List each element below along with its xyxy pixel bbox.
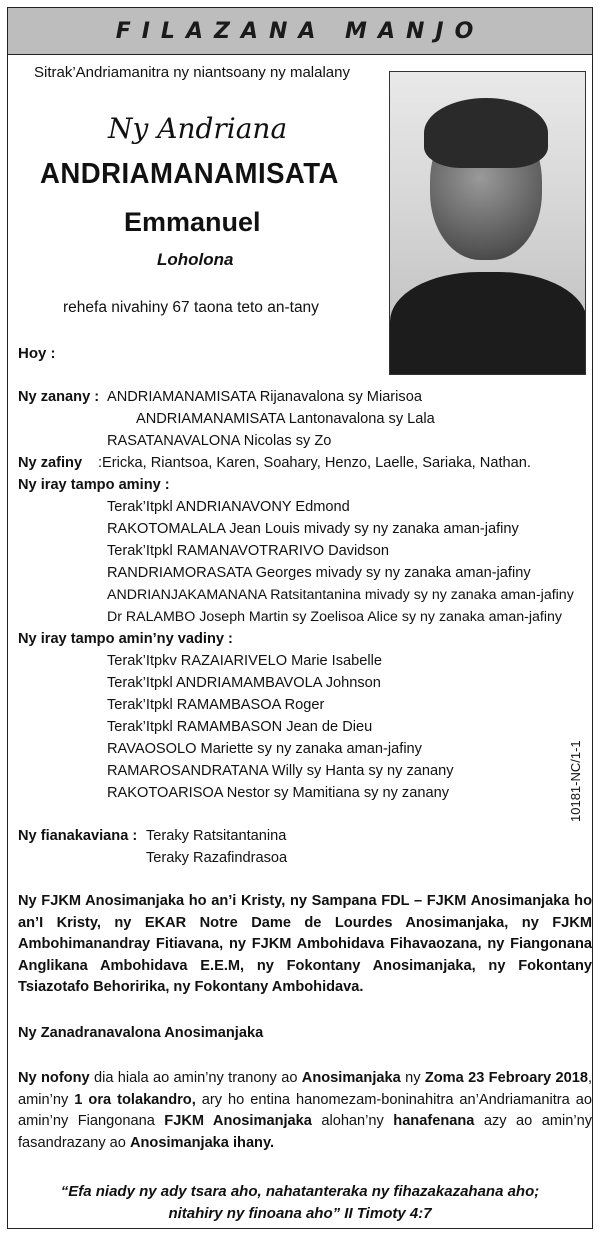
honorific: Ny Andriana <box>108 112 288 145</box>
list-item: RAMAROSANDRATANA Willy sy Hanta sy ny zanany <box>107 763 454 779</box>
list-item: RAKOTOARISOA Nestor sy Mamitiana sy ny zanany <box>107 785 449 801</box>
portrait-photo <box>389 71 586 375</box>
fianakaviana-label: Ny fianakaviana : <box>18 828 138 844</box>
deceased-given-name: Emmanuel <box>124 207 261 237</box>
quote-line-2: nitahiry ny finoana aho” II Timoty 4:7 <box>168 1205 432 1222</box>
zafiny-label: Ny zafiny <box>18 455 83 471</box>
funeral-paragraph: Ny nofony dia hiala ao amin’ny tranony ao Anosimanjaka ny Zoma 23 Febroary 2018, amin’ny 1 ora tolakandro, ary ho entina hanomezam-boninahitra an’Andriamanitra ao amin’ny Fiangonana FJKM Anosimanjaka alohan’ny hanafenana azy ao amin’ny fasandrazany ao Anosimanjaka ihany. <box>18 1070 593 1151</box>
list-item: Teraky Razafindrasoa <box>146 850 288 866</box>
zanadranavalona-line: Ny Zanadranavalona Anosimanjaka <box>18 1025 264 1041</box>
list-item: RASATANAVALONA Nicolas sy Zo <box>107 433 332 449</box>
banner-title: FILAZANA MANJO <box>115 18 485 44</box>
list-item: Terak’Itpkl RAMAMBASOA Roger <box>107 697 325 713</box>
hoy-label: Hoy : <box>18 345 56 362</box>
tampo-vadiny-label: Ny iray tampo amin’ny vadiny : <box>18 631 233 647</box>
list-item: RANDRIAMORASATA Georges mivady sy ny zanaka aman-jafiny <box>107 565 531 581</box>
list-item: Terak’Itpkl ANDRIANAVONY Edmond <box>107 499 350 515</box>
zanany-label: Ny zanany : <box>18 389 100 405</box>
list-item: RAVAOSOLO Mariette sy ny zanaka aman-jafiny <box>107 741 422 757</box>
list-item: ANDRIANJAKAMANANA Ratsitantanina mivady sy ny zanaka aman-jafiny <box>107 587 574 603</box>
list-item: RAKOTOMALALA Jean Louis mivady sy ny zanaka aman-jafiny <box>107 521 519 537</box>
list-item: Terak’Itpkl RAMANAVOTRARIVO Davidson <box>107 543 389 559</box>
deceased-role: Loholona <box>157 250 234 269</box>
list-item: Terak’Itpkl RAMAMBASON Jean de Dieu <box>107 719 373 735</box>
list-item: ANDRIAMANAMISATA Lantonavalona sy Lala <box>136 411 435 427</box>
list-item: Dr RALAMBO Joseph Martin sy Zoelisoa Alice sy ny zanaka aman-jafiny <box>107 609 562 625</box>
list-item: Terak’Itpkv RAZAIARIVELO Marie Isabelle <box>107 653 382 669</box>
churches-paragraph: Ny FJKM Anosimanjaka ho an’i Kristy, ny Sampana FDL – FJKM Anosimanjaka ho an’I Kristy, ny EKAR Notre Dame de Lourdes Anosimanjaka, ny FJKM Ambohimanandray Fitiavana, ny FJKM Ambohidava Fihavaozana, ny Fiangonana Anglikana Ambohidava E.E.M, ny Fokontany Anosimanjaka, ny Fokontany Tsiazotafo Behoririka, ny Fokontany Ambohidava. <box>18 893 592 995</box>
zafiny-list: :Ericka, Riantsoa, Karen, Soahary, Henzo, Laelle, Sariaka, Nathan. <box>98 455 531 471</box>
list-item: Teraky Ratsitantanina <box>146 828 287 844</box>
deceased-surname: ANDRIAMANAMISATA <box>40 158 339 190</box>
tagline: Sitrak’Andriamanitra ny niantsoany ny malalany <box>34 64 350 81</box>
quote-line-1: “Efa niady ny ady tsara aho, nahatanteraka ny fihazakazahana aho; <box>60 1183 540 1200</box>
reference-code: 10181-NC/1-1 <box>568 740 583 822</box>
age-text: rehefa nivahiny 67 taona teto an-tany <box>63 299 319 316</box>
list-item: Terak’Itpkl ANDRIAMAMBAVOLA Johnson <box>107 675 381 691</box>
notice-banner <box>8 8 592 55</box>
list-item: ANDRIAMANAMISATA Rijanavalona sy Miarisoa <box>107 389 422 405</box>
tampo-aminy-label: Ny iray tampo aminy : <box>18 477 170 493</box>
